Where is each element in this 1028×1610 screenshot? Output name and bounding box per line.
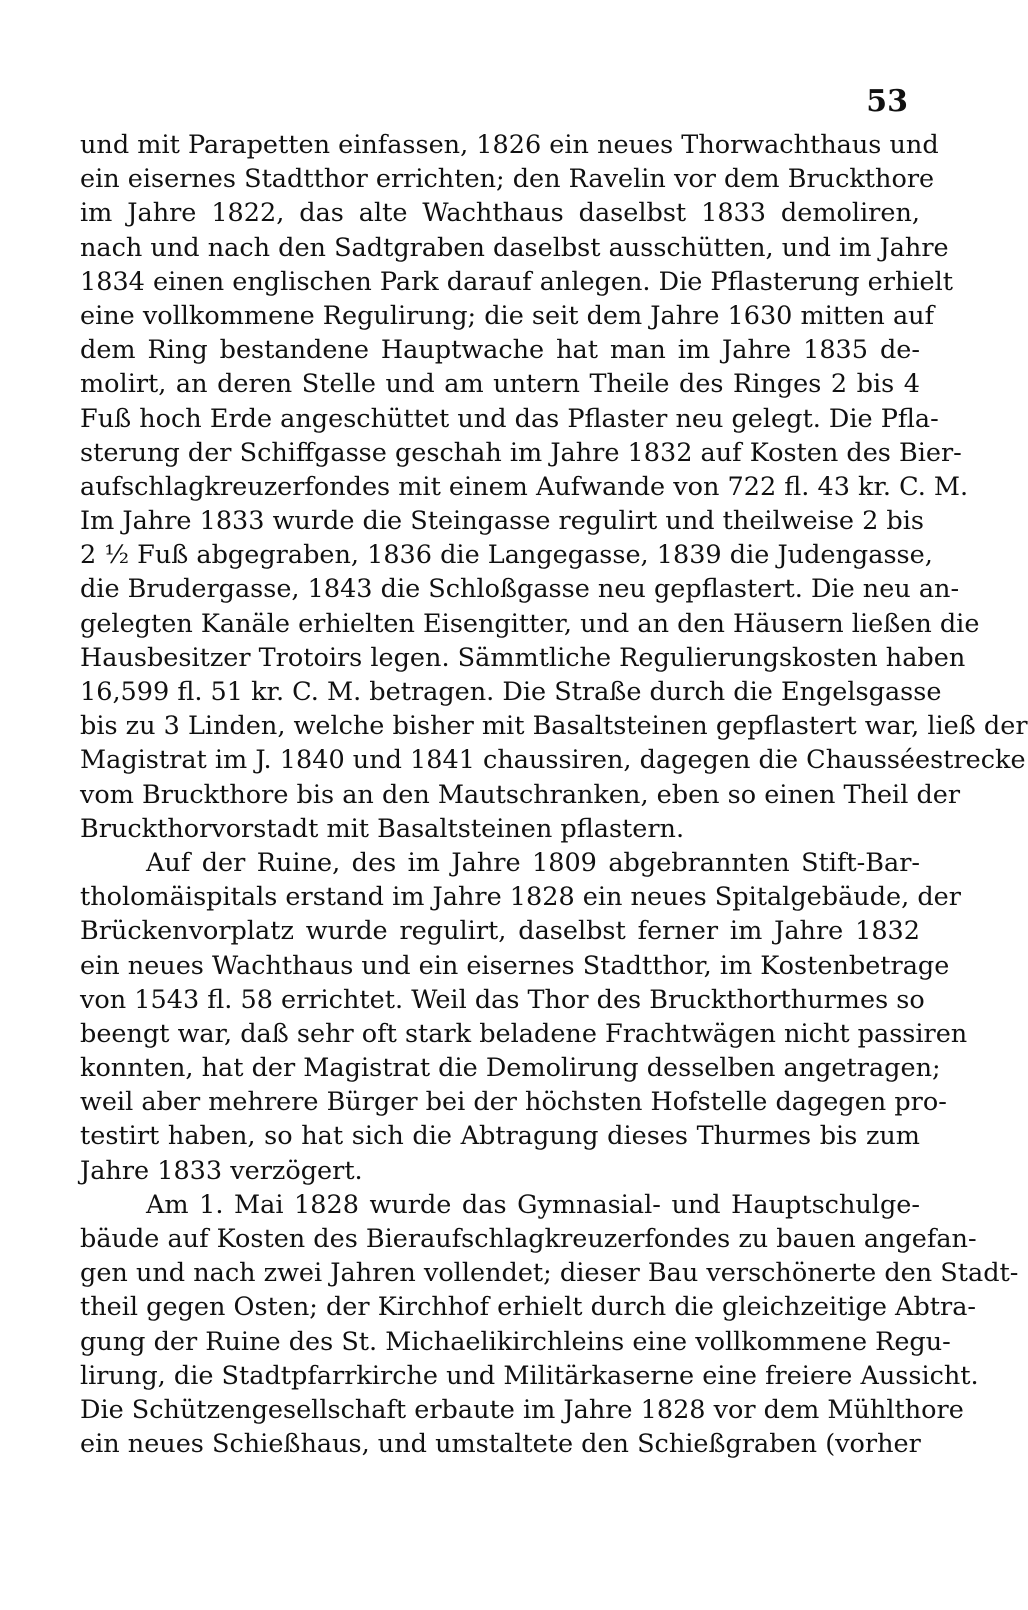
body-text: [80, 128, 1028, 1461]
text-line: Am 1. Mai 1828 wurde das Gymnasial- und Hauptschulge-: [146, 1189, 920, 1220]
text-line: Auf der Ruine, des im Jahre 1809 abgebrannten Stift-Bar-: [146, 847, 920, 878]
text-line: aufschlagkreuzerfondes mit einem Aufwande von 722 fl. 43 kr. C. M.: [80, 471, 969, 502]
text-line: Magistrat im J. 1840 und 1841 chaussiren, dagegen die Chausséestrecke: [80, 745, 1026, 776]
text-line: 16,599 fl. 51 kr. C. M. betragen. Die Straße durch die Engelsgasse: [80, 677, 942, 707]
text-line: lirung, die Stadtpfarrkirche und Militärkaserne eine freiere Aussicht.: [80, 1360, 979, 1391]
text-line: Jahre 1833 verzögert.: [80, 1155, 363, 1186]
text-line: beengt war, daß sehr oft stark beladene Frachtwägen nicht passiren: [80, 1018, 968, 1049]
text-line: bis zu 3 Linden, welche bisher mit Basaltsteinen gepflastert war, ließ der: [80, 711, 1028, 742]
text-line: Fuß hoch Erde angeschüttet und das Pflaster neu gelegt. Die Pfla-: [80, 403, 939, 434]
text-line: testirt haben, so hat sich die Abtragung dieses Thurmes bis zum: [80, 1121, 920, 1152]
text-line: konnten, hat der Magistrat die Demolirung desselben angetragen;: [80, 1053, 941, 1084]
text-line: sterung der Schiffgasse geschah im Jahre 1832 auf Kosten des Bier-: [80, 437, 962, 468]
text-line: Im Jahre 1833 wurde die Steingasse regulirt und theilweise 2 bis: [80, 506, 924, 537]
text-line: gen und nach zwei Jahren vollendet; dieser Bau verschönerte den Stadt-: [80, 1258, 1019, 1289]
text-line: dem Ring bestandene Hauptwache hat man im Jahre 1835 de-: [80, 335, 920, 366]
text-line: theil gegen Osten; der Kirchhof erhielt durch die gleichzeitige Abtra-: [80, 1292, 977, 1323]
text-line: und mit Parapetten einfassen, 1826 ein neues Thorwachthaus und: [80, 130, 939, 160]
text-line: ein neues Schießhaus, und umstaltete den Schießgraben (vorher: [80, 1429, 921, 1460]
text-line: weil aber mehrere Bürger bei der höchsten Hofstelle dagegen pro-: [80, 1087, 947, 1118]
text-line: Hausbesitzer Trotoirs legen. Sämmtliche Regulierungskosten haben: [80, 642, 966, 673]
text-line: die Brudergasse, 1843 die Schloßgasse neu gepflastert. Die neu an-: [80, 574, 960, 605]
text-line: bäude auf Kosten des Bieraufschlagkreuzerfondes zu bauen angefan-: [80, 1224, 977, 1254]
text-line: ein neues Wachthaus und ein eisernes Stadtthor, im Kostenbetrage: [80, 950, 950, 981]
text-line: Die Schützengesellschaft erbaute im Jahre 1828 vor dem Mühlthore: [80, 1394, 964, 1425]
text-line: Bruckthorvorstadt mit Basaltsteinen pflastern.: [80, 813, 685, 844]
text-line: 1834 einen englischen Park darauf anlegen. Die Pflasterung erhielt: [80, 266, 954, 297]
text-line: 2 ½ Fuß abgegraben, 1836 die Langegasse, 1839 die Judengasse,: [80, 540, 933, 571]
page-number: 53: [866, 84, 908, 119]
text-line: nach und nach den Sadtgraben daselbst ausschütten, und im Jahre: [80, 232, 949, 263]
text-line: von 1543 fl. 58 errichtet. Weil das Thor des Bruckthorthurmes so: [80, 984, 925, 1015]
text-line: ein eisernes Stadtthor errichten; den Ravelin vor dem Bruckthore: [80, 164, 935, 195]
text-line: im Jahre 1822, das alte Wachthaus daselbst 1833 demoliren,: [80, 198, 920, 229]
text-line: gelegten Kanäle erhielten Eisengitter, und an den Häusern ließen die: [80, 608, 980, 639]
text-line: Brückenvorplatz wurde regulirt, daselbst ferner im Jahre 1832: [80, 916, 920, 947]
text-line: gung der Ruine des St. Michaelikirchleins eine vollkommene Regu-: [80, 1326, 951, 1357]
text-line: eine vollkommene Regulirung; die seit dem Jahre 1630 mitten auf: [80, 300, 935, 331]
text-line: vom Bruckthore bis an den Mautschranken, eben so einen Theil der: [80, 779, 961, 810]
text-line: tholomäispitals erstand im Jahre 1828 ein neues Spitalgebäude, der: [80, 882, 961, 913]
text-line: molirt, an deren Stelle und am untern Theile des Ringes 2 bis 4: [80, 369, 920, 400]
